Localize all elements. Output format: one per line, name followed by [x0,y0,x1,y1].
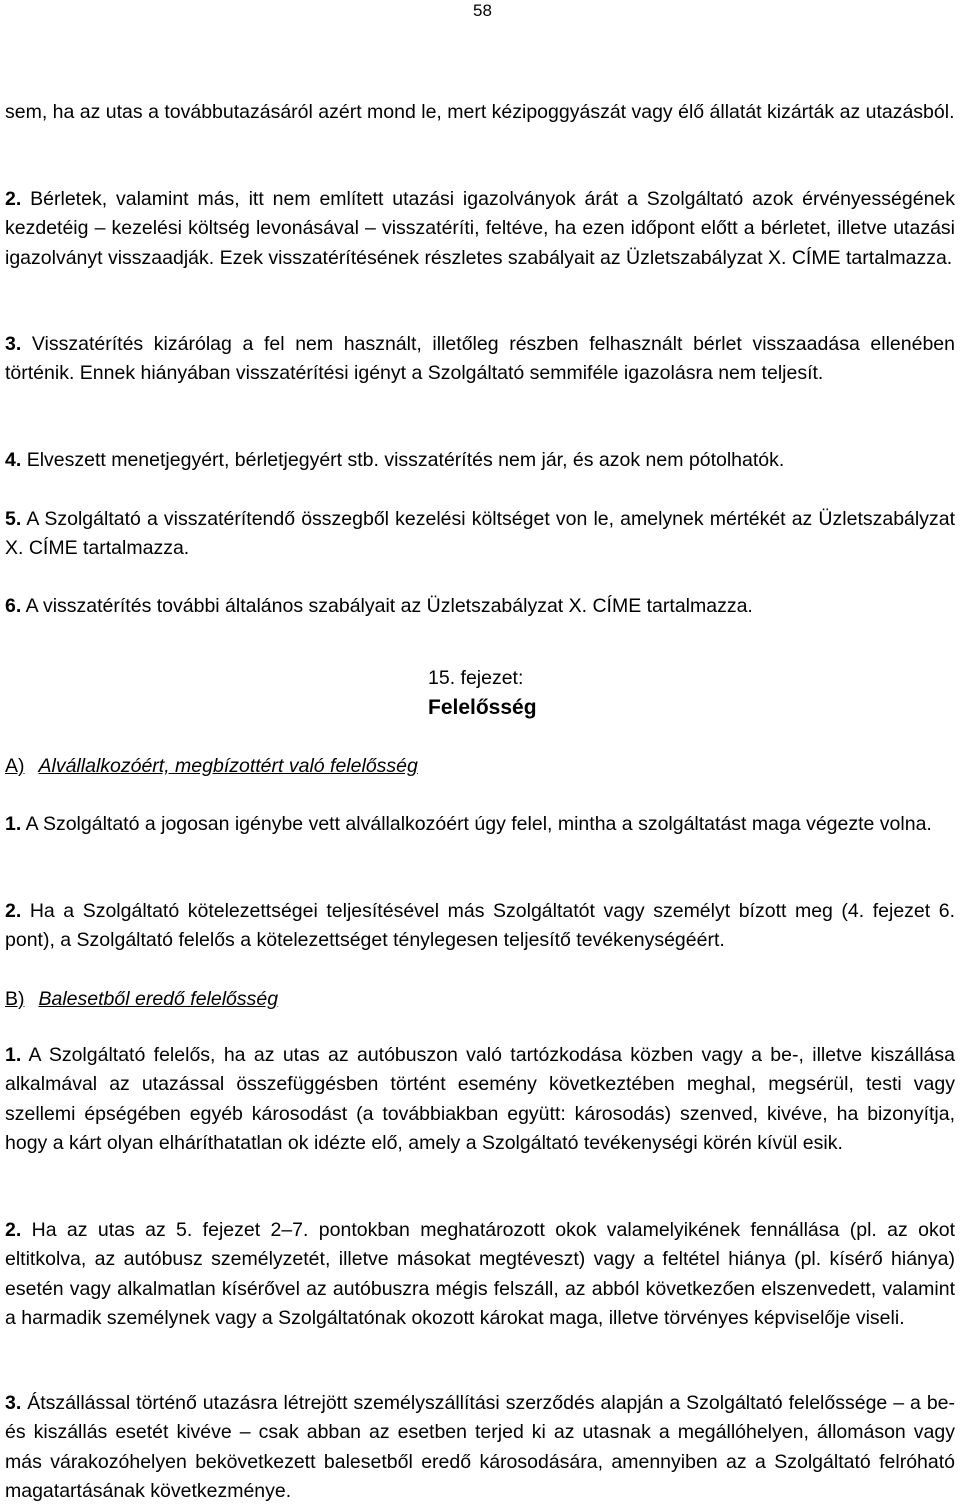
item-text: A Szolgáltató felelős, ha az utas az autóbuszon való tartózkodása közben vagy a be-, illetve kiszállása alkalmával az utazással összefüggésben történt esemény következtében meghal, megsérül, testi vagy szellemi épségében egyéb károsodást (a továbbiakban együtt: károsodás) szenved, kivéve, ha bizonyítja, hogy a kárt olyan elháríthatatlan ok idézte elő, amely a Szolgáltató tevékenységi körén kívül esik. [5,1044,955,1154]
item-number: 1. [5,813,22,835]
item-number: 2. [5,1219,22,1241]
paragraph-number: 6. [5,595,22,617]
paragraph-number: 4. [5,449,22,471]
section-title: Alvállalkozóért, megbízottért való felelősség [38,755,418,777]
section-b-item-2 [5,1216,955,1333]
paragraph-text: Visszatérítés kizárólag a fel nem használt, illetőleg részben felhasznált bérlet visszaadása ellenében történik. Ennek hiányában visszatérítési igényt a Szolgáltató semmiféle igazolásra nem teljesít. [5,333,955,385]
item-text: Ha a Szolgáltató kötelezettségei teljesítésével más Szolgáltatót vagy személyt bízott meg (4. fejezet 6. pont), a Szolgáltató felelős a kötelezettséget ténylegesen teljesítő tevékenységéért. [5,900,956,952]
section-a-item-1 [5,810,955,839]
paragraph-5 [5,505,955,564]
section-b-item-1 [5,1041,955,1158]
section-letter: B) [5,988,25,1010]
paragraph-number: 3. [5,333,22,355]
paragraph-3 [5,330,955,389]
item-number: 3. [5,1392,22,1414]
item-text: Átszállással történő utazásra létrejött személyszállítási szerződés alapján a Szolgáltató felelőssége – a be- és kiszállás esetét kivéve – csak abban az esetben terjed ki az utasnak a megállóhelyen, állomáson vagy más várakozóhelyen bekövetkezett balesetből eredő károsodására, amennyiben az a Szolgáltató felróható magatartásának következménye. [5,1392,955,1502]
item-text: A Szolgáltató a jogosan igénybe vett alvállalkozóért úgy felel, mintha a szolgáltatást maga végezte volna. [25,813,932,835]
paragraph-number: 2. [5,188,22,210]
chapter-heading [428,664,548,722]
paragraph-continuation [5,98,955,127]
paragraph-text: sem, ha az utas a továbbutazásáról azért mond le, mert kézipoggyászát vagy élő állatát kizárták az utazásból. [5,101,955,123]
chapter-title: Felelősség [428,696,537,719]
paragraph-text: Bérletek, valamint más, itt nem említett utazási igazolványok árát a Szolgáltató azok érvényességének kezdetéig – kezelési költség levonásával – visszatéríti, feltéve, ha ezen időpont előtt a bérletet, illetve utazási igazolványt visszaadják. Ezek visszatérítésének részletes szabályait az Üzletszabályzat X. CÍME tartalmazza. [5,188,956,269]
section-title: Balesetből eredő felelősség [38,988,279,1010]
paragraph-text: A visszatérítés további általános szabályait az Üzletszabályzat X. CÍME tartalmazza. [25,595,753,617]
paragraph-number: 5. [5,508,22,530]
paragraph-text: A Szolgáltató a visszatérítendő összegből kezelési költséget von le, amelynek mértékét az Üzletszabályzat X. CÍME tartalmazza. [5,508,955,560]
section-b-item-3 [5,1389,955,1506]
section-letter: A) [5,755,25,777]
paragraph-6 [5,592,955,621]
item-text: Ha az utas az 5. fejezet 2–7. pontokban meghatározott okok valamelyikének fennállása (pl. az okot eltitkolva, az autóbusz személyzetét, illetve másokat megtéveszt) vagy a feltétel hiánya (pl. kísérő hiánya) esetén vagy alkalmatlan kísérővel az autóbuszra mégis felszáll, az abból következően elszenvedett, valamint a harmadik személynek vagy a Szolgáltatónak okozott károkat maga, illetve törvényes képviselője viseli. [5,1219,955,1329]
section-heading-b [5,985,278,1014]
item-number: 2. [5,900,22,922]
paragraph-4 [5,446,955,475]
paragraph-2 [5,185,955,273]
section-heading-a [5,752,418,781]
item-number: 1. [5,1044,22,1066]
section-a-item-2 [5,897,955,956]
paragraph-text: Elveszett menetjegyért, bérletjegyért stb. visszatérítés nem jár, és azok nem pótolhatók. [26,449,785,471]
page-number: 58 [473,1,492,20]
chapter-number: 15. fejezet: [428,667,524,689]
